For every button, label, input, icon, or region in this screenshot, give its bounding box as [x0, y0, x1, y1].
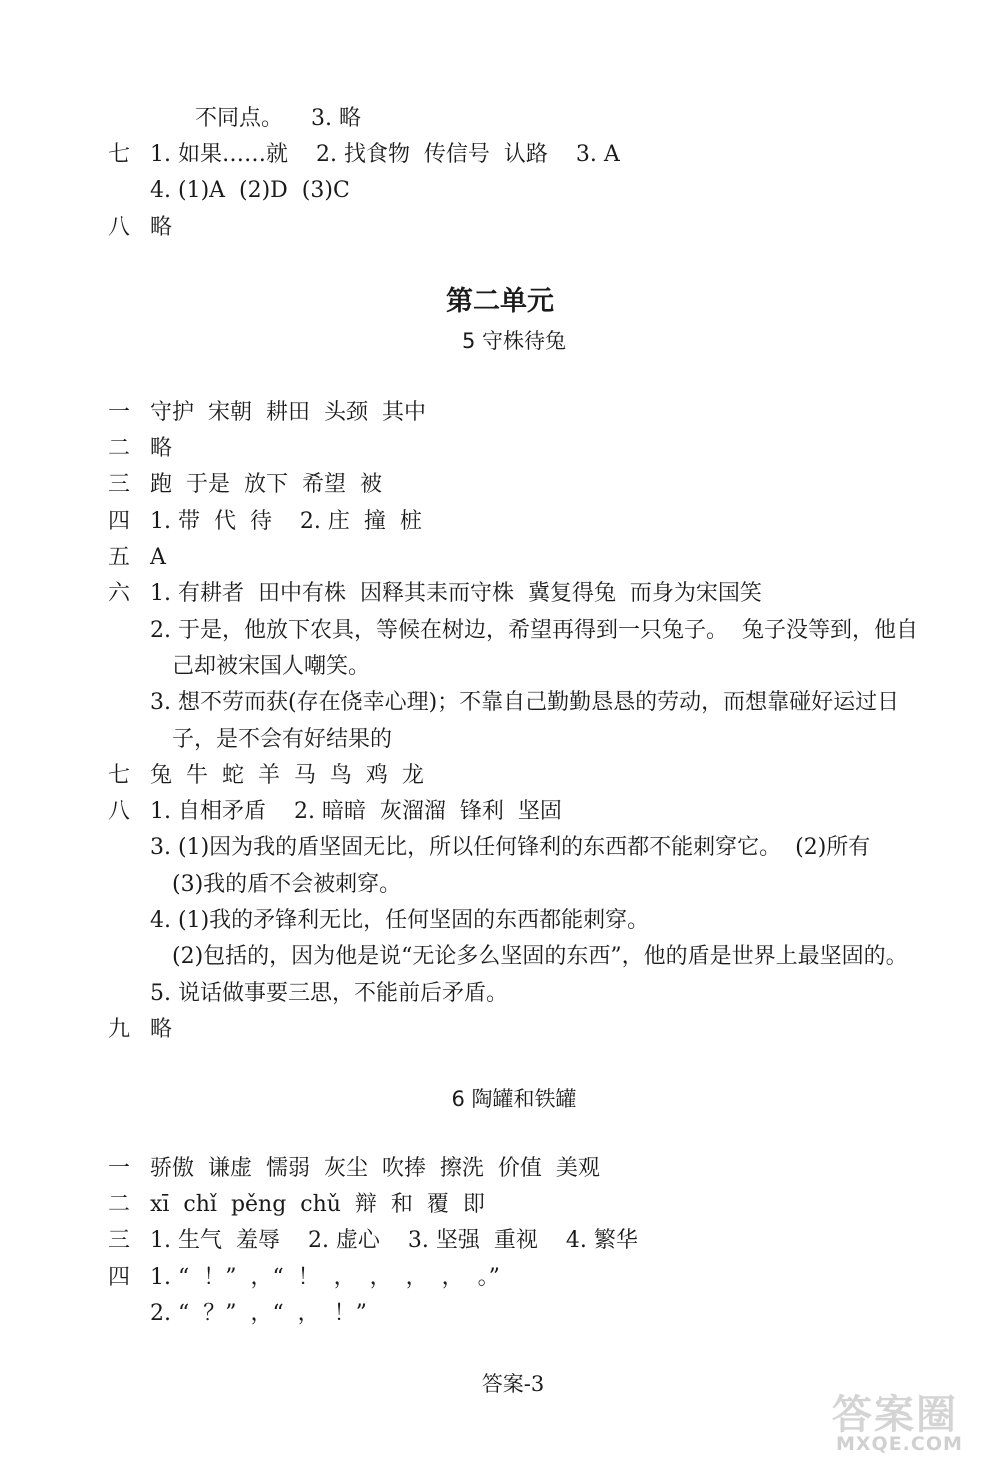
l6-question-number-3: 三: [108, 1228, 131, 1253]
l5-answer-4: 1. 带 代 待 2. 庄 撞 桩: [150, 509, 422, 534]
question-number-5: 五: [108, 545, 131, 570]
l6-question-number-2: 二: [108, 1192, 131, 1217]
watermark-logo: [832, 1383, 982, 1461]
question-number-7: 七: [108, 763, 131, 788]
l5-answer-8f: 5. 说话做事要三思，不能前后矛盾。: [150, 981, 508, 1006]
l6-question-number-4: 四: [108, 1265, 131, 1290]
watermark-url: MXQE.COM: [836, 1433, 963, 1455]
answer-line-seven: 1. 如果……就 2. 找食物 传信号 认路 3. A: [150, 142, 620, 167]
answer-line-seven-b: 4. (1)A (2)D (3)C: [150, 178, 350, 203]
continued-answer-line: 不同点。 3. 略: [195, 106, 361, 131]
l5-answer-8e: (2)包括的，因为他是说“无论多么坚固的东西”，他的盾是世界上最坚固的。: [172, 944, 908, 969]
l6-answer-1: 骄傲 谦虚 懦弱 灰尘 吹捧 擦洗 价值 美观: [150, 1156, 600, 1181]
l6-answer-4b: 2. “ ？” ，“ ， ！”: [150, 1301, 367, 1326]
unit-title: 第二单元: [446, 286, 554, 317]
l5-answer-8b: 3. (1)因为我的盾坚固无比，所以任何锋利的东西都不能刺穿它。 (2)所有: [150, 835, 871, 860]
l6-answer-4a: 1. “ ！” ，“ ！ ， ， ， ， 。”: [150, 1265, 500, 1290]
l6-question-number-1: 一: [108, 1156, 131, 1181]
question-number-3: 三: [108, 472, 131, 497]
question-number-6: 六: [108, 581, 131, 606]
l5-answer-6e: 子，是不会有好结果的: [172, 727, 393, 752]
question-number-2: 二: [108, 436, 131, 461]
question-number-4: 四: [108, 509, 131, 534]
l5-answer-6d: 3. 想不劳而获(存在侥幸心理)；不靠自己勤勤恳恳的劳动，而想靠碰好运过日: [150, 690, 900, 715]
l5-answer-2: 略: [150, 436, 173, 461]
l5-answer-3: 跑 于是 放下 希望 被: [150, 472, 382, 497]
lesson-title-5: 5 守株待兔: [461, 329, 567, 353]
l6-answer-2: xī chǐ pěng chǔ 辩 和 覆 即: [150, 1192, 485, 1217]
lesson-title-6: 6 陶罐和铁罐: [451, 1087, 577, 1111]
question-number-9: 九: [108, 1017, 131, 1042]
question-number-8: 八: [108, 799, 131, 824]
l5-answer-8d: 4. (1)我的矛锋利无比，任何坚固的东西都能刺穿。: [150, 908, 650, 933]
l5-answer-6c: 己却被宋国人嘲笑。: [172, 654, 371, 679]
l5-answer-9: 略: [150, 1017, 173, 1042]
l5-answer-8a: 1. 自相矛盾 2. 暗暗 灰溜溜 锋利 坚固: [150, 799, 562, 824]
question-number-eight: 八: [108, 215, 131, 240]
answer-line-eight: 略: [150, 215, 173, 240]
l5-answer-6a: 1. 有耕者 田中有株 因释其耒而守株 冀复得兔 而身为宋国笑: [150, 581, 762, 606]
l5-answer-8c: (3)我的盾不会被刺穿。: [172, 872, 402, 897]
l5-answer-6b: 2. 于是，他放下农具，等候在树边，希望再得到一只兔子。 兔子没等到，他自: [150, 618, 918, 643]
l5-answer-5: A: [150, 545, 166, 570]
watermark-text: 答案圈: [832, 1392, 958, 1438]
question-number-seven: 七: [108, 142, 131, 167]
l5-answer-1: 守护 宋朝 耕田 头颈 其中: [150, 400, 426, 425]
l6-answer-3: 1. 生气 羞辱 2. 虚心 3. 坚强 重视 4. 繁华: [150, 1228, 638, 1253]
question-number-1: 一: [108, 400, 131, 425]
l5-answer-7: 兔 牛 蛇 羊 马 鸟 鸡 龙: [150, 763, 424, 788]
page-number: 答案-3: [481, 1372, 545, 1396]
